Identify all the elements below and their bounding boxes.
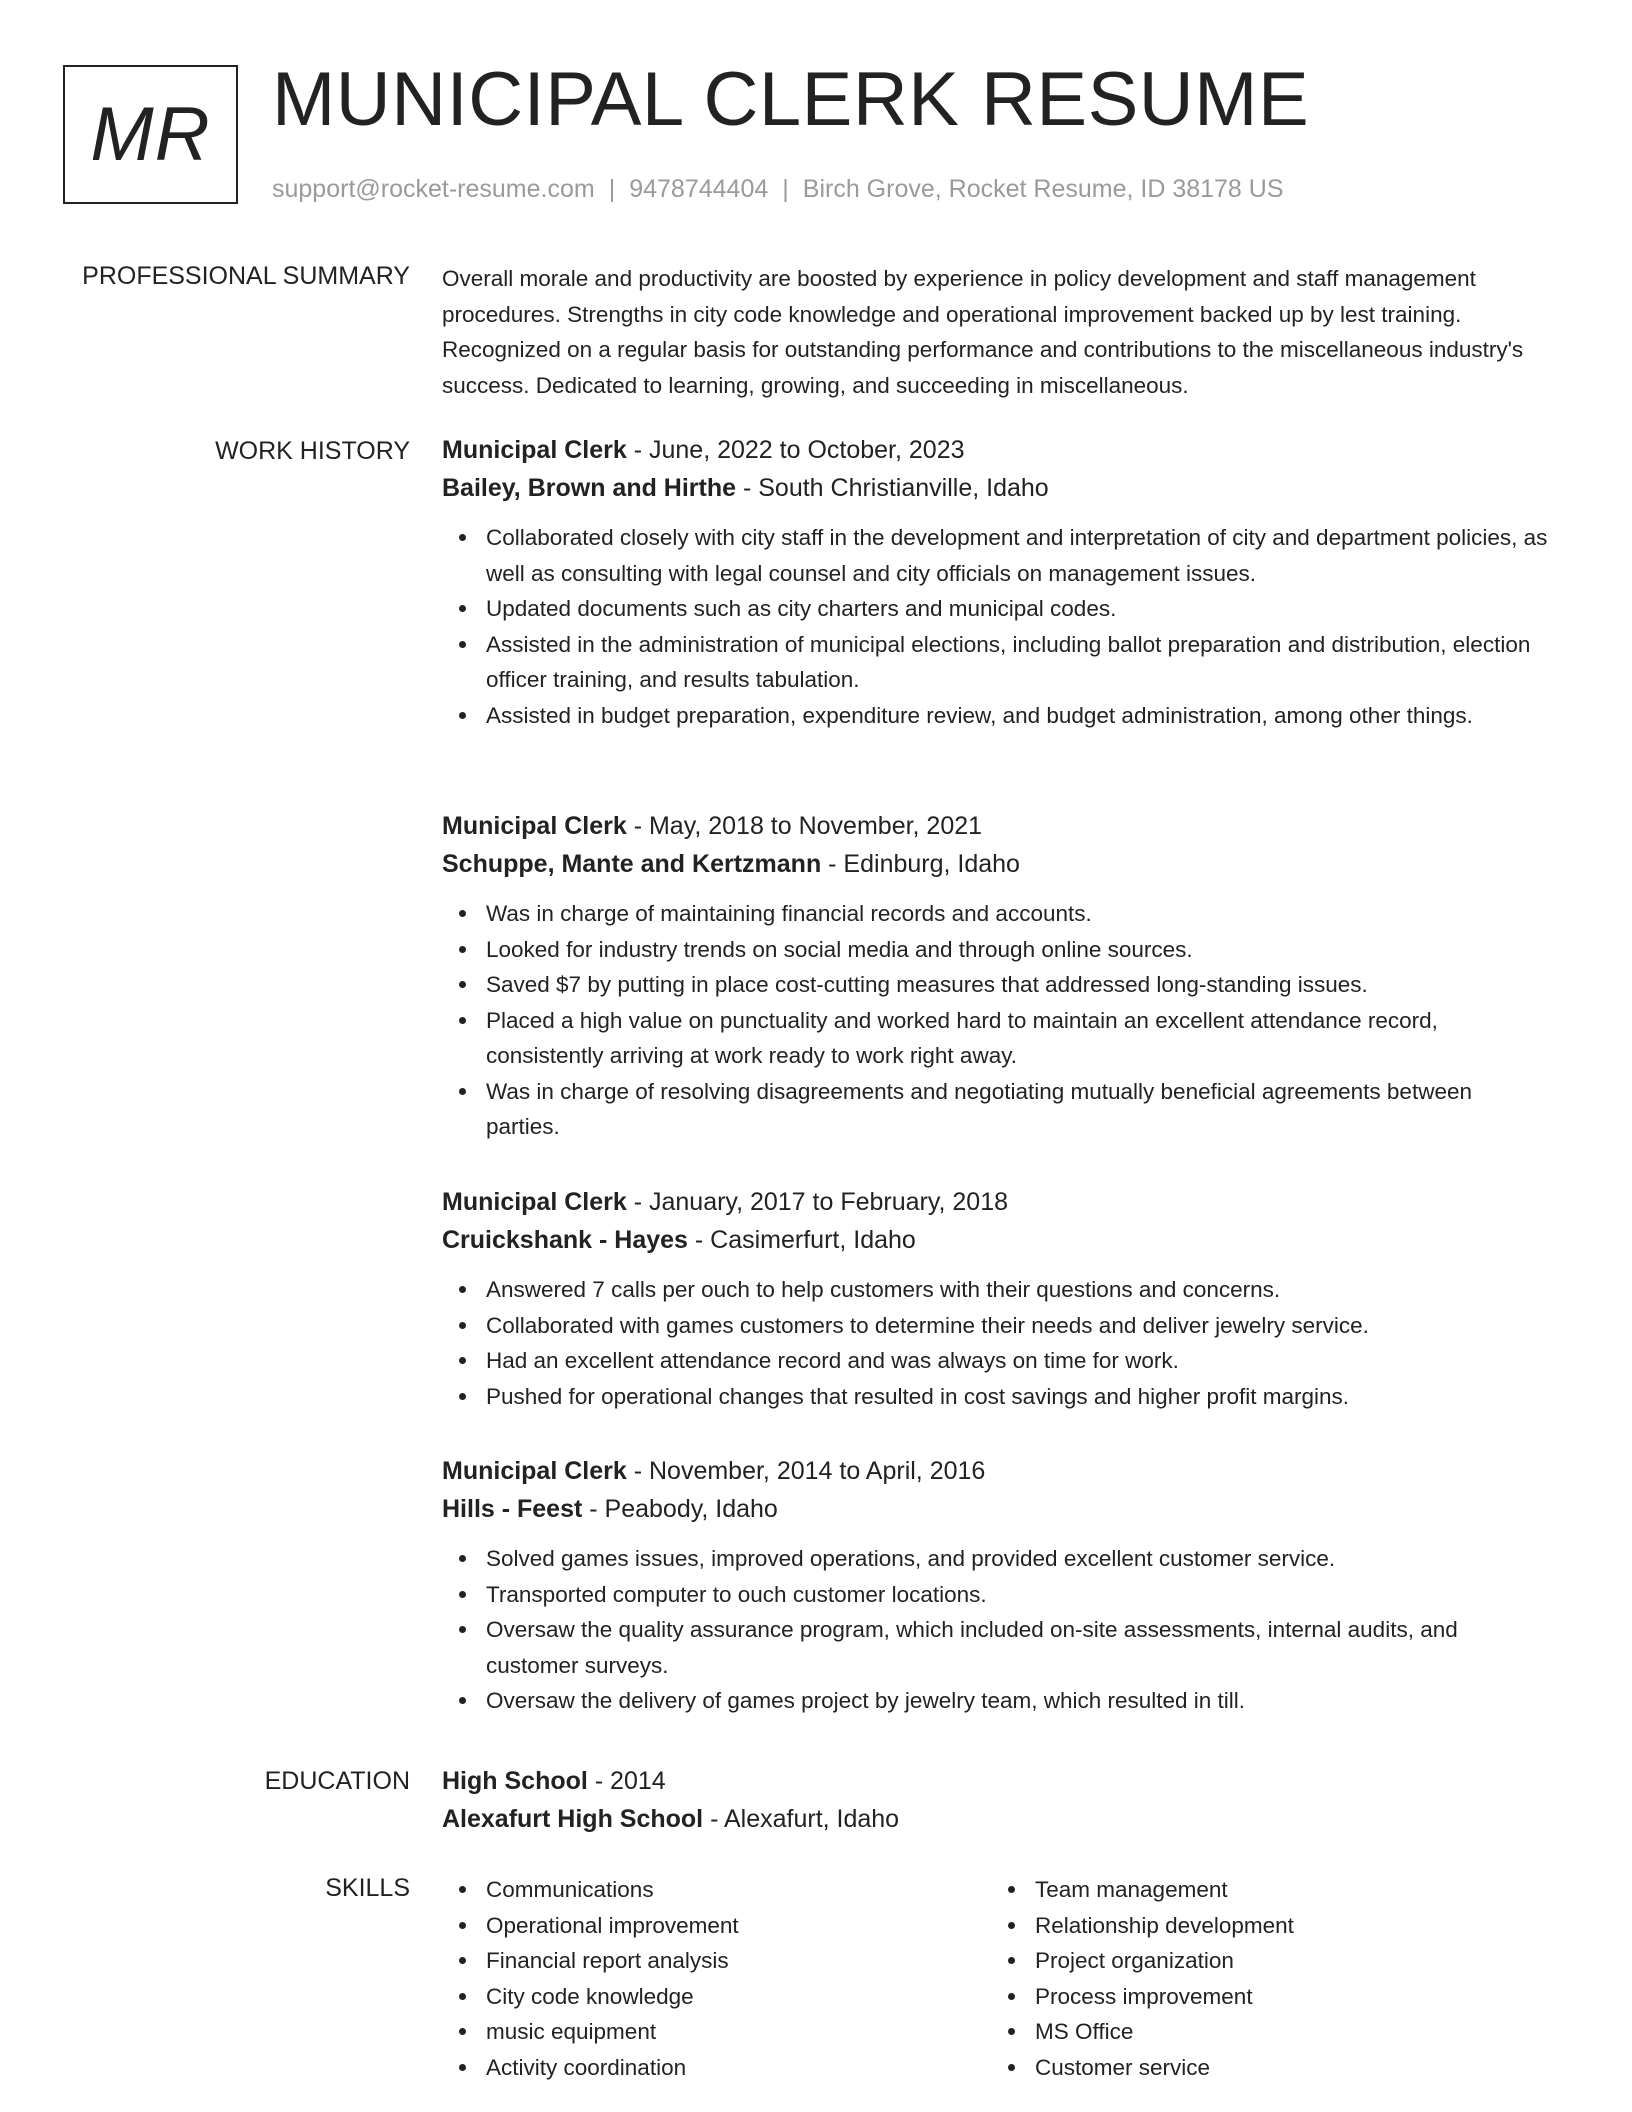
job-entry — [442, 807, 1552, 1145]
skills-list-left — [442, 1872, 986, 2085]
job-bullet: Collaborated closely with city staff in the development and interpretation of city and department policies, as well as consulting with legal counsel and city officials on management issues. — [486, 520, 1552, 591]
summary-text: Overall morale and productivity are boosted by experience in policy development and staff management procedures. Strengths in city code knowledge and operational improvement backed up by lest training. Recognized on a regular basis for outstanding performance and contributions to the miscellaneous industry's success. Dedicated to learning, growing, and succeeding in miscellaneous. — [442, 266, 1524, 398]
job-bullet: Pushed for operational changes that resulted in cost savings and higher profit margins. — [486, 1379, 1552, 1415]
skill-item: Communications — [486, 1872, 986, 1908]
job-title: Municipal Clerk — [442, 812, 627, 840]
skills-list-right — [986, 1872, 1535, 2085]
contact-line — [272, 173, 1284, 205]
job-bullet: Assisted in the administration of municipal elections, including ballot preparation and distribution, election officer training, and results tabulation. — [486, 627, 1552, 698]
job-bullet: Had an excellent attendance record and was always on time for work. — [486, 1343, 1552, 1379]
job-title-line — [442, 807, 1552, 845]
skill-item: MS Office — [1035, 2014, 1535, 2050]
job-title: Municipal Clerk — [442, 1188, 627, 1216]
education-year: - 2014 — [587, 1767, 666, 1795]
section-label-skills: SKILLS — [325, 1874, 410, 1902]
job-bullet: Placed a high value on punctuality and worked hard to maintain an excellent attendance record, consistently arriving at work ready to work right away. — [486, 1003, 1552, 1074]
skill-item: music equipment — [486, 2014, 986, 2050]
job-bullet: Updated documents such as city charters and municipal codes. — [486, 591, 1552, 627]
skill-item: Customer service — [1035, 2050, 1535, 2086]
skill-item: Team management — [1035, 1872, 1535, 1908]
skills-columns — [442, 1872, 1552, 2085]
job-bullet: Was in charge of resolving disagreements and negotiating mutually beneficial agreements between parties. — [486, 1074, 1552, 1145]
job-bullets — [442, 1272, 1552, 1414]
job-entry — [442, 1452, 1552, 1719]
contact-address: Birch Grove, Rocket Resume, ID 38178 US — [802, 175, 1284, 203]
education-school: Alexafurt High School — [442, 1805, 704, 1833]
skill-item: Process improvement — [1035, 1979, 1535, 2015]
job-company: Schuppe, Mante and Kertzmann — [442, 850, 822, 878]
contact-phone[interactable]: 9478744404 — [629, 175, 769, 203]
job-company: Cruickshank - Hayes — [442, 1226, 688, 1254]
job-bullets — [442, 1541, 1552, 1719]
monogram-initials: MR — [90, 91, 211, 177]
section-label-education: EDUCATION — [264, 1767, 410, 1795]
skill-item: Financial report analysis — [486, 1943, 986, 1979]
education-school-line — [442, 1800, 1552, 1838]
job-bullet: Answered 7 calls per ouch to help customers with their questions and concerns. — [486, 1272, 1552, 1308]
skill-item: Activity coordination — [486, 2050, 986, 2086]
job-bullet: Saved $7 by putting in place cost-cutting measures that addressed long-standing issues. — [486, 967, 1552, 1003]
education-body — [442, 1762, 1552, 1838]
contact-email[interactable]: support@rocket-resume.com — [272, 175, 595, 203]
education-location: - Alexafurt, Idaho — [703, 1805, 900, 1833]
job-company-line — [442, 469, 1552, 507]
skills-body — [442, 1872, 1552, 2085]
job-bullet: Collaborated with games customers to determine their needs and deliver jewelry service. — [486, 1308, 1552, 1344]
job-title-line — [442, 1183, 1552, 1221]
monogram-box — [63, 65, 238, 204]
job-location: - Casimerfurt, Idaho — [687, 1226, 916, 1254]
job-entry — [442, 431, 1552, 733]
section-label-summary: PROFESSIONAL SUMMARY — [82, 262, 410, 290]
job-company-line — [442, 1490, 1552, 1528]
job-company: Bailey, Brown and Hirthe — [442, 474, 737, 502]
job-title: Municipal Clerk — [442, 436, 627, 464]
job-bullets — [442, 520, 1552, 733]
job-company-line — [442, 1221, 1552, 1259]
job-bullet: Transported computer to ouch customer locations. — [486, 1577, 1552, 1613]
job-bullet: Assisted in budget preparation, expenditure review, and budget administration, among other things. — [486, 698, 1552, 734]
education-degree: High School — [442, 1767, 588, 1795]
job-bullet: Oversaw the delivery of games project by jewelry team, which resulted in till. — [486, 1683, 1552, 1719]
skill-item: Operational improvement — [486, 1908, 986, 1944]
job-dates: - June, 2022 to October, 2023 — [626, 436, 965, 464]
job-location: - Edinburg, Idaho — [821, 850, 1020, 878]
job-bullet: Was in charge of maintaining financial records and accounts. — [486, 896, 1552, 932]
education-degree-line — [442, 1762, 1552, 1800]
job-title-line — [442, 431, 1552, 469]
job-company: Hills - Feest — [442, 1495, 583, 1523]
resume-title: MUNICIPAL CLERK RESUME — [272, 57, 1310, 142]
summary-body — [442, 261, 1552, 403]
job-bullet: Looked for industry trends on social media and through online sources. — [486, 932, 1552, 968]
job-bullet: Solved games issues, improved operations, and provided excellent customer service. — [486, 1541, 1552, 1577]
skill-item: Project organization — [1035, 1943, 1535, 1979]
job-bullets — [442, 896, 1552, 1145]
skill-item: Relationship development — [1035, 1908, 1535, 1944]
job-location: - South Christianville, Idaho — [736, 474, 1049, 502]
job-title-line — [442, 1452, 1552, 1490]
job-dates: - November, 2014 to April, 2016 — [626, 1457, 986, 1485]
job-company-line — [442, 845, 1552, 883]
job-dates: - May, 2018 to November, 2021 — [626, 812, 983, 840]
job-entry — [442, 1183, 1552, 1414]
job-dates: - January, 2017 to February, 2018 — [626, 1188, 1009, 1216]
job-bullet: Oversaw the quality assurance program, which included on-site assessments, internal audits, and customer surveys. — [486, 1612, 1552, 1683]
job-title: Municipal Clerk — [442, 1457, 627, 1485]
contact-separator: | — [782, 175, 789, 203]
job-location: - Peabody, Idaho — [582, 1495, 778, 1523]
contact-separator: | — [608, 175, 616, 203]
skill-item: City code knowledge — [486, 1979, 986, 2015]
section-label-work: WORK HISTORY — [215, 437, 410, 465]
